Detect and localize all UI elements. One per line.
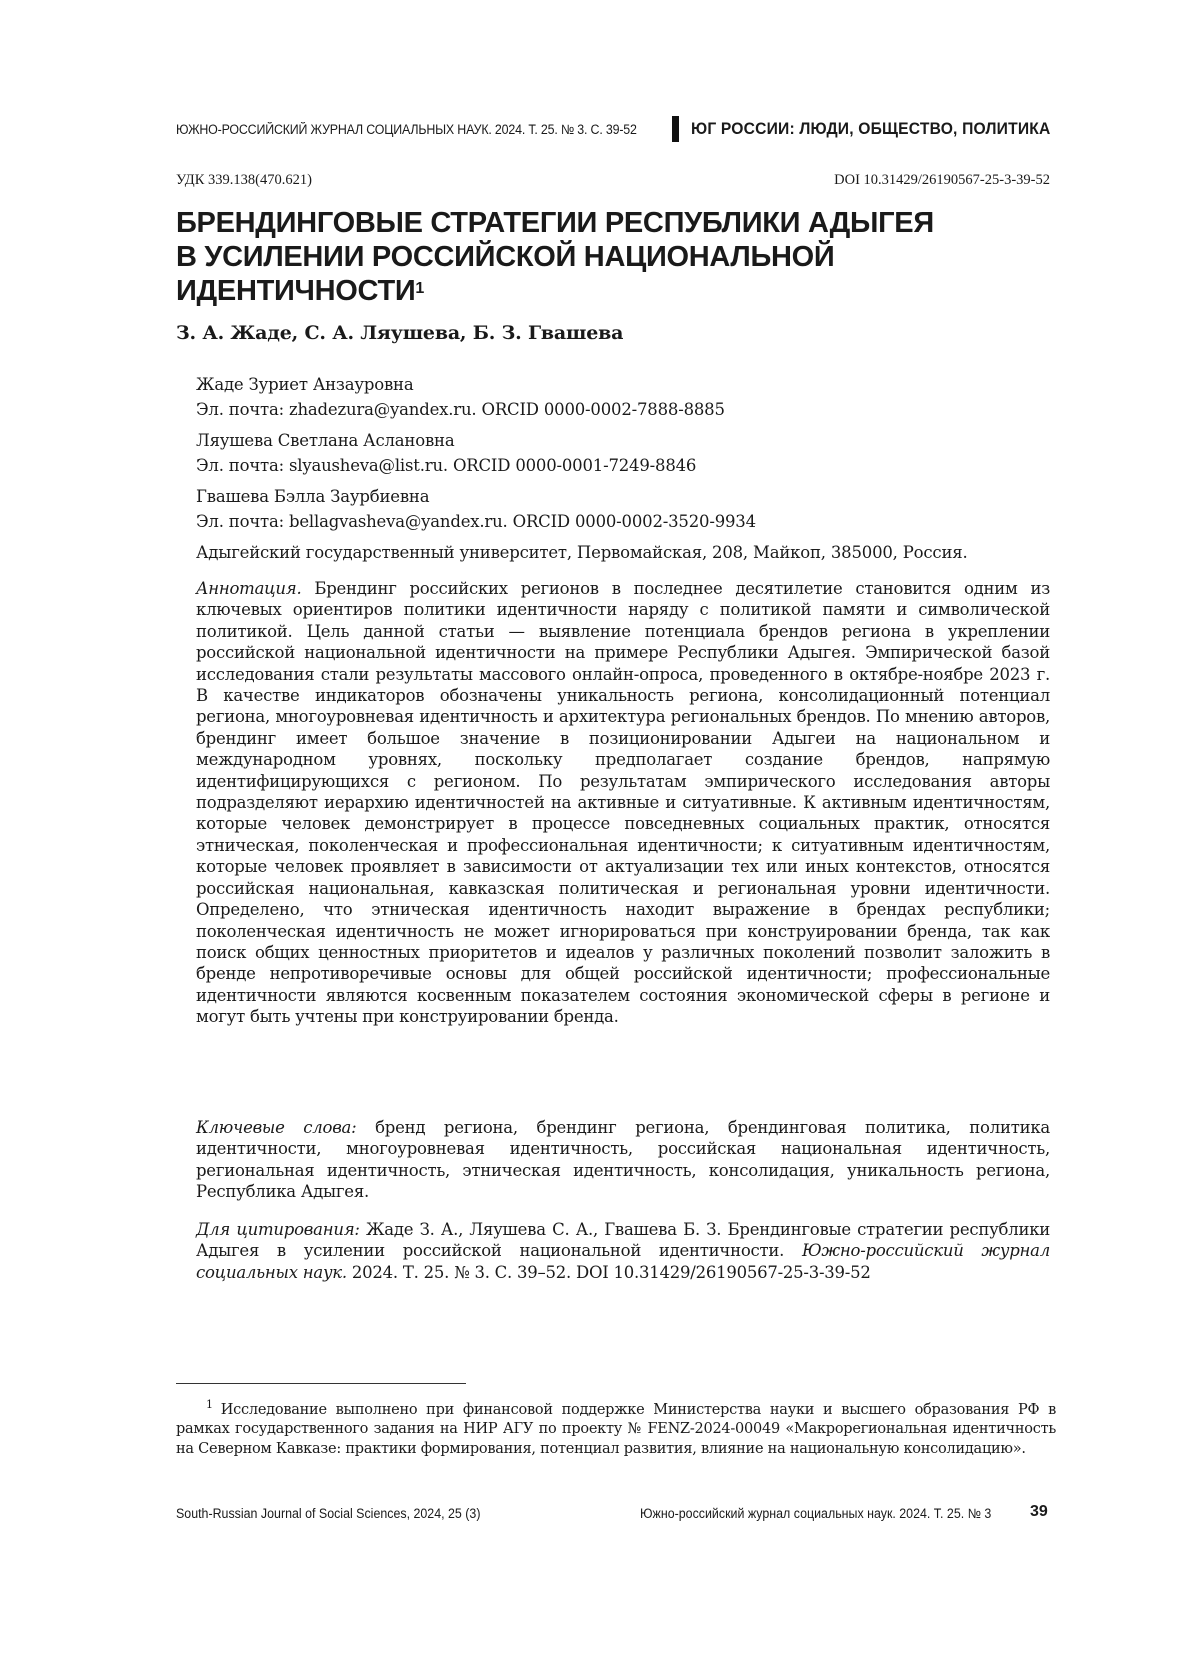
section-title: ЮГ РОССИИ: ЛЮДИ, ОБЩЕСТВО, ПОЛИТИКА: [691, 119, 1051, 138]
author-name: Ляушева Светлана Аслановна: [196, 431, 455, 450]
abstract-label: Аннотация.: [196, 579, 302, 598]
author-contact: Эл. почта: zhadezura@yandex.ru. ORCID 0000-0002-7888-8885: [196, 400, 725, 419]
title-line: В УСИЛЕНИИ РОССИЙСКОЙ НАЦИОНАЛЬНОЙ: [176, 241, 835, 273]
title-line: [176, 274, 1056, 308]
doi: DOI 10.31429/26190567-25-3-39-52: [834, 172, 1050, 188]
udc-code: УДК 339.138(470.621): [176, 172, 312, 188]
article-title: [176, 206, 1056, 308]
section-heading: [672, 116, 1082, 142]
page-number: 39: [1030, 1503, 1048, 1520]
abstract: [196, 578, 1050, 1028]
citation-journal: Южно-российский журнал социальных наук.: [196, 1241, 1051, 1282]
citation-label: Для цитирования:: [196, 1220, 360, 1239]
authors: З. А. Жаде, С. А. Ляушева, Б. З. Гвашева: [176, 322, 624, 344]
citation-text: Жаде З. А., Ляушева С. А., Гвашева Б. З. Брендинговые стратегии республики Адыгея в усилении российской национальной идентичности.: [196, 1220, 1051, 1261]
author-name: Гвашева Бэлла Заурбиевна: [196, 487, 430, 506]
footnote-mark: 1: [415, 280, 425, 297]
title-line: БРЕНДИНГОВЫЕ СТРАТЕГИИ РЕСПУБЛИКИ АДЫГЕЯ: [176, 207, 934, 239]
footnote-number: 1: [206, 1398, 213, 1411]
running-head: ЮЖНО-РОССИЙСКИЙ ЖУРНАЛ СОЦИАЛЬНЫХ НАУК. 2024. Т. 25. № 3. С. 39-52: [176, 122, 637, 137]
footnote: [176, 1395, 1056, 1459]
keywords-label: Ключевые слова:: [196, 1118, 357, 1137]
citation-details: 2024. Т. 25. № 3. С. 39–52. DOI 10.31429/26190567-25-3-39-52: [351, 1262, 871, 1282]
author-name: Жаде Зуриет Анзауровна: [196, 375, 414, 394]
author-affiliations: [196, 372, 1056, 565]
citation: [196, 1219, 1050, 1283]
title-line-text: ИДЕНТИЧНОСТИ: [176, 275, 416, 307]
footer-journal-en: South-Russian Journal of Social Sciences, 2024, 25 (3): [176, 1506, 481, 1521]
footnote-rule: [176, 1383, 466, 1384]
author-contact: Эл. почта: slyausheva@list.ru. ORCID 0000-0001-7249-8846: [196, 456, 697, 475]
section-bar: [672, 116, 679, 142]
abstract-text: Брендинг российских регионов в последнее десятилетие становится одним из ключевых ориентиров политики идентичности наряду с политикой памяти и символической политикой. Цель данной статьи — выявление потенциала брендов региона в укреплении российской национальной идентичности на примере Республики Адыгея. Эмпирической базой исследования стали результаты массового онлайн-опроса, проведенного в октябре-ноябре 2023 г. В качестве индикаторов обозначены уникальность региона, консолидационный потенциал региона, многоуровневая идентичность и архитектура региональных брендов. По мнению авторов, брендинг имеет большое значение в позиционировании Адыгеи на национальном и международном уровнях, поскольку предполагает создание брендов, напрямую идентифицирующихся с регионом. По результатам эмпирического исследования авторы подразделяют иерархию идентичностей на активные и ситуативные. К активным идентичностям, которые человек демонстрирует в процессе повседневных социальных практик, относятся этническая, поколенческая и профессиональная идентичности; к ситуативным идентичностям, которые человек проявляет в зависимости от актуализации тех или иных контекстов, относятся российская национальная, кавказская политическая и региональная уровни идентичности. Определено, что этническая идентичность находит выражение в брендах республики; поколенческая идентичность не может игнорироваться при конструировании бренда, так как поиск общих ценностных приоритетов и идеалов у различных поколений позволит заложить в бренде непротиворечивые основы для общей российской идентичности; профессиональные идентичности являются косвенным показателем состояния экономической сферы в регионе и могут быть учтены при конструировании бренда.: [196, 579, 1050, 1027]
author-contact: Эл. почта: bellagvasheva@yandex.ru. ORCID 0000-0002-3520-9934: [196, 512, 756, 531]
footnote-text: Исследование выполнено при финансовой поддержке Министерства науки и высшего образования РФ в рамках государственного задания на НИР АГУ по проекту № FENZ-2024-00049 «Макрорегиональная идентичность на Северном Кавказе: практики формирования, потенциал развития, влияние на национальную консолидацию».: [176, 1401, 1056, 1457]
footer-journal-ru: Южно-российский журнал социальных наук. 2024. Т. 25. № 3: [640, 1506, 992, 1521]
institution: Адыгейский государственный университет, Первомайская, 208, Майкоп, 385000, Россия.: [196, 543, 968, 562]
keywords: [196, 1117, 1050, 1203]
keywords-text: бренд региона, брендинг региона, брендинговая политика, политика идентичности, многоуровневая идентичность, российская национальная идентичность, региональная идентичность, этническая идентичность, консолидация, уникальность региона, Республика Адыгея.: [196, 1118, 1050, 1202]
